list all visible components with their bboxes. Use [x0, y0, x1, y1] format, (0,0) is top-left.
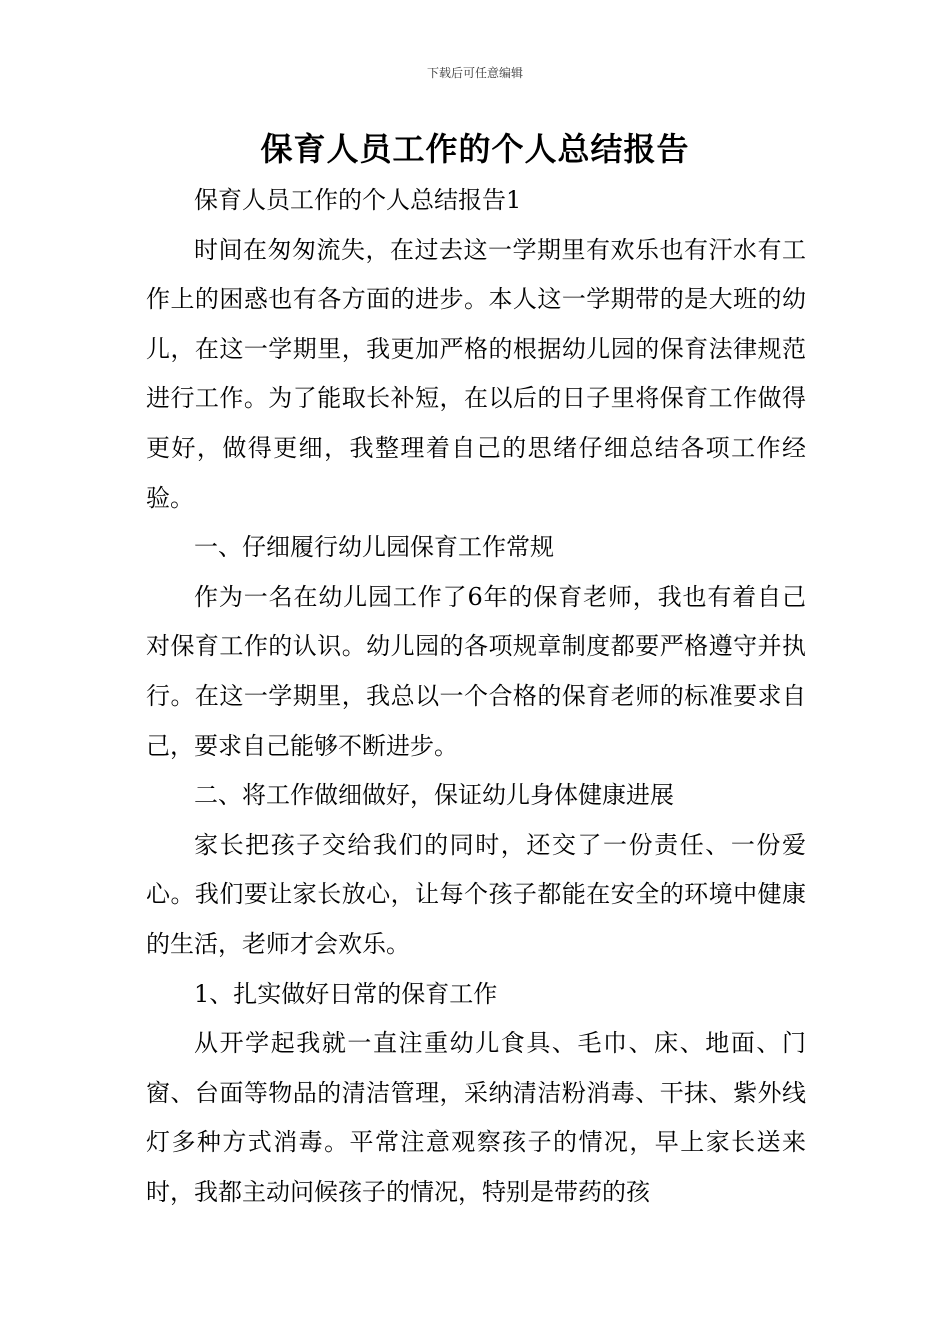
header-note: 下载后可任意编辑: [426, 66, 523, 80]
paragraph-intro: 时间在匆匆流失，在过去这一学期里有欢乐也有汗水有工作上的困惑也有各方面的进步。本人这一学期带的是大班的幼儿，在这一学期里，我更加严格的根据幼儿园的保育法律规范进行工作。为了能取长补短，在以后的日子里将保育工作做得更好，做得更细，我整理着自己的思绪仔细总结各项工作经验。: [146, 235, 806, 512]
paragraph-section-1: 作为一名在幼儿园工作了6年的保育老师，我也有着自己对保育工作的认识。幼儿园的各项规章制度都要严格遵守并执行。在这一学期里，我总以一个合格的保育老师的标准要求自己，要求自己能够不断进步。: [146, 582, 806, 760]
section-heading-1: 一、仔细履行幼儿园保育工作常规: [194, 533, 554, 562]
section-heading-2: 二、将工作做细做好，保证幼儿身体健康进展: [194, 781, 674, 810]
paragraph-subtitle: 保育人员工作的个人总结报告1: [194, 186, 522, 214]
paragraph-subsection-1: 从开学起我就一直注重幼儿食具、毛巾、床、地面、门窗、台面等物品的清洁管理，采纳清洁粉消毒、干抹、紫外线灯多种方式消毒。平常注意观察孩子的情况，早上家长送来时，我都主动问候孩子的情况，特别是带药的孩: [146, 1029, 806, 1206]
document-title: 保育人员工作的个人总结报告: [260, 130, 690, 168]
document-body: [146, 176, 806, 1217]
paragraph-section-2: 家长把孩子交给我们的同时，还交了一份责任、一份爱心。我们要让家长放心，让每个孩子都能在安全的环境中健康的生活，老师才会欢乐。: [146, 830, 806, 958]
subsection-heading-1: 1、扎实做好日常的保育工作: [194, 979, 498, 1008]
